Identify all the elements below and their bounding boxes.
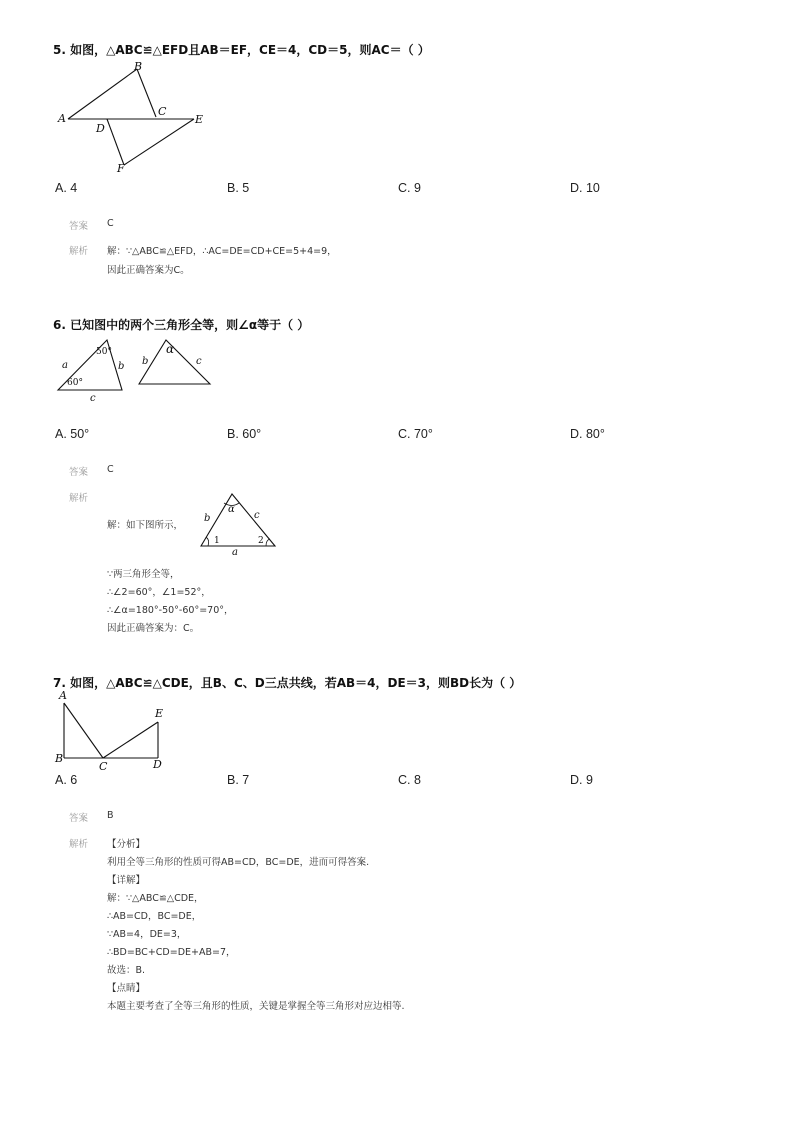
q7-label-a: A bbox=[59, 689, 67, 702]
q5-title: 5. 如图，△ABC≌△EFD且AB＝EF，CE＝4，CD＝5，则AC＝（ ） bbox=[53, 43, 430, 57]
q7-analysis-line-7: ∴BD=BC+CD=DE+AB=7， bbox=[107, 947, 236, 958]
q6-analysis-label-alpha: α bbox=[228, 504, 235, 515]
q5-analysis-label: 解析 bbox=[69, 246, 89, 257]
q6-option-c[interactable]: C. 70° bbox=[398, 427, 433, 441]
q5-answer: C bbox=[107, 218, 114, 229]
q7-analysis-line-4: 解：∵△ABC≌△CDE， bbox=[107, 893, 204, 904]
q6-figure-left bbox=[52, 336, 127, 404]
q5-analysis-line-1: 解：∵△ABC≌△EFD，∴AC=DE=CD+CE=5+4=9， bbox=[107, 246, 337, 257]
q5-seg-ab bbox=[68, 69, 137, 119]
q6-analysis-intro: 解：如下图所示， bbox=[107, 520, 184, 531]
q6-analysis-label-2: 2 bbox=[258, 536, 264, 546]
q6-analysis-line-1: ∵两三角形全等， bbox=[107, 569, 180, 580]
q7-analysis-line-6: ∵AB=4，DE=3， bbox=[107, 929, 187, 940]
q6-right-label-c: c bbox=[196, 356, 202, 367]
q6-left-label-50: 50° bbox=[96, 347, 112, 357]
q6-analysis-figure bbox=[196, 490, 278, 556]
q5-analysis-line-2: 因此正确答案为C。 bbox=[107, 265, 190, 276]
q6-right-label-b: b bbox=[142, 356, 149, 367]
q7-seg-ac bbox=[64, 703, 103, 758]
q5-seg-fe bbox=[124, 119, 194, 165]
q6-option-b[interactable]: B. 60° bbox=[227, 427, 262, 441]
q5-label-f: F bbox=[117, 162, 125, 175]
q6-answer-label: 答案 bbox=[69, 467, 89, 478]
q7-label-e: E bbox=[155, 707, 164, 720]
q7-label-d: D bbox=[153, 758, 162, 771]
q7-seg-ce bbox=[103, 722, 158, 758]
q6-analysis-label: 解析 bbox=[69, 493, 89, 504]
q7-analysis-line-5: ∴AB=CD，BC=DE， bbox=[107, 911, 202, 922]
q5-label-e: E bbox=[195, 113, 204, 126]
q6-title: 6. 已知图中的两个三角形全等，则∠α等于（ ） bbox=[53, 318, 310, 332]
q7-analysis-line-9: 【点睛】 bbox=[107, 983, 146, 994]
q7-option-b[interactable]: B. 7 bbox=[227, 773, 250, 787]
q7-option-c[interactable]: C. 8 bbox=[398, 773, 421, 787]
q5-label-c: C bbox=[158, 105, 167, 118]
q6-left-label-b: b bbox=[118, 361, 125, 372]
q5-seg-bc bbox=[137, 69, 156, 117]
q5-label-a: A bbox=[58, 112, 66, 125]
q7-answer-label: 答案 bbox=[69, 813, 89, 824]
q5-label-b: B bbox=[134, 60, 143, 73]
q7-title: 7. 如图，△ABC≌△CDE，且B、C、D三点共线，若AB＝4，DE＝3，则BD长为（ ） bbox=[53, 676, 522, 690]
q6-figure-right bbox=[136, 336, 216, 388]
q6-analysis-angle-arc-1 bbox=[206, 537, 209, 546]
q6-analysis-line-3: ∴∠α=180°-50°-60°=70°， bbox=[107, 605, 234, 616]
q7-analysis-line-3: 【详解】 bbox=[107, 875, 146, 886]
q5-figure bbox=[52, 58, 222, 178]
q7-analysis-label: 解析 bbox=[69, 839, 89, 850]
q7-option-a[interactable]: A. 6 bbox=[55, 773, 78, 787]
q7-analysis-line-10: 本题主要考查了全等三角形的性质，关键是掌握全等三角形对应边相等. bbox=[107, 1001, 405, 1012]
q6-analysis-label-a: a bbox=[232, 547, 238, 556]
q6-answer: C bbox=[107, 464, 114, 475]
q7-analysis-line-1: 【分析】 bbox=[107, 839, 146, 850]
q6-analysis-line-2: ∴∠2=60°，∠1=52°， bbox=[107, 587, 211, 598]
q6-analysis-line-4: 因此正确答案为：C。 bbox=[107, 623, 200, 634]
q7-answer: B bbox=[107, 810, 114, 821]
q6-analysis-label-1: 1 bbox=[214, 536, 220, 546]
q6-left-label-a: a bbox=[62, 360, 68, 371]
q6-analysis-label-c: c bbox=[254, 510, 260, 521]
q6-right-label-alpha: α bbox=[166, 342, 175, 356]
q5-option-c[interactable]: C. 9 bbox=[398, 181, 421, 195]
q5-label-d: D bbox=[96, 122, 105, 135]
q7-figure bbox=[52, 688, 172, 772]
q5-option-d[interactable]: D. 10 bbox=[570, 181, 600, 195]
q7-label-c: C bbox=[99, 760, 108, 772]
q6-analysis-triangle bbox=[201, 494, 275, 546]
q5-answer-label: 答案 bbox=[69, 221, 89, 232]
q5-option-b[interactable]: B. 5 bbox=[227, 181, 250, 195]
q5-option-a[interactable]: A. 4 bbox=[55, 181, 78, 195]
q6-left-label-c: c bbox=[90, 393, 96, 404]
q7-analysis-line-8: 故选：B. bbox=[107, 965, 146, 976]
q6-option-d[interactable]: D. 80° bbox=[570, 427, 605, 441]
q5-seg-df bbox=[107, 119, 124, 165]
q6-option-a[interactable]: A. 50° bbox=[55, 427, 90, 441]
q6-left-label-60: 60° bbox=[67, 378, 83, 388]
q7-label-b: B bbox=[55, 752, 64, 765]
q6-analysis-label-b: b bbox=[204, 513, 211, 524]
q7-analysis-line-2: 利用全等三角形的性质可得AB=CD，BC=DE，进而可得答案. bbox=[107, 857, 370, 868]
q7-option-d[interactable]: D. 9 bbox=[570, 773, 593, 787]
